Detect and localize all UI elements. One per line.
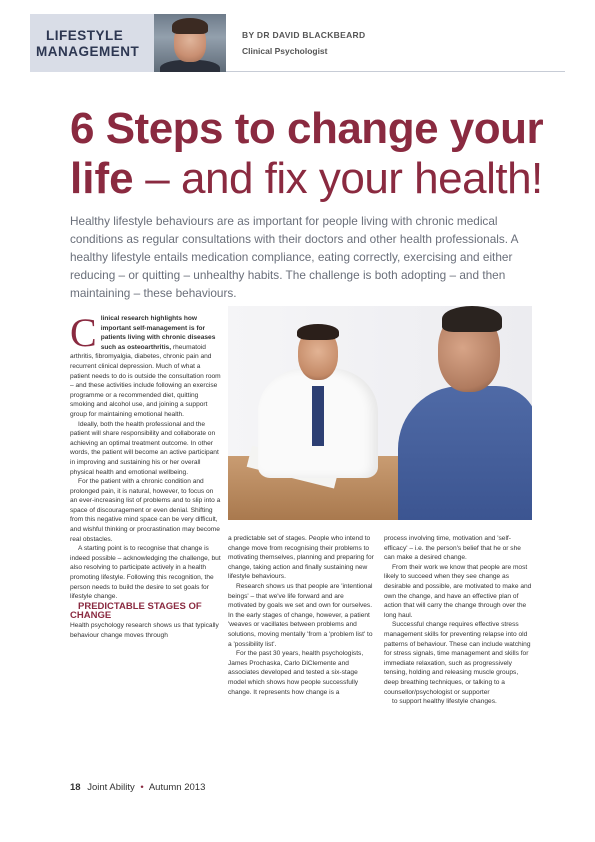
section-label-line1: LIFESTYLE (46, 28, 124, 43)
doctor-patient-photo (228, 306, 532, 520)
lead-text: linical research highlights how important self-management is for patients living with chronic diseases such as osteoarthritis, (100, 315, 216, 351)
header-divider (226, 71, 565, 72)
article-intro: Healthy lifestyle behaviours are as important for people living with chronic medical conditions as regular consultations with their doctors and other health professionals. A healthy lifestyle entails medication compliance, eating correctly, exercising and either reducing – or quitting – unhealthy habits. The challenge is both adopting – and then maintaining – these behaviours. (70, 214, 518, 300)
middle-column (228, 534, 374, 697)
paragraph: From their work we know that people are most likely to succeed when they see change as desirable and possible, are motivated to make and own the change, and have an effective plan of action that will carry the change through over the long haul. (384, 563, 532, 619)
paragraph: Ideally, both the health professional and the patient will share responsibility and collaborate on achieving an optimal treatment outcome. In other words, the patient will become an active participant in improving and sustaining his or her overall physical health and emotional wellbeing. (70, 420, 219, 476)
paragraph-text: rheumatoid arthritis, fibromyalgia, diabetes, chronic pain and recurrent clinical depression. Much of what a patient needs to do is outside the consultation room – and these activities include following an exercise programme or a recommended diet, quitting smoking and alcohol use, and joining a support group for maintaining emotional health. (70, 343, 221, 418)
paragraph: A starting point is to recognise that change is indeed possible – acknowledging the challenge, but also resolving to participate actively in a health promoting lifestyle. Following this recognition, the person needs to build the desire to set goals for lifestyle change. (70, 545, 221, 601)
title-line2-rest: – and fix your health! (133, 154, 543, 203)
paragraph: Research shows us that people are 'intentional beings' – that we've life forward and are motivated by goals we set and own for ourselves. In the early stages of change, however, a patient 'weaves or vacillates between problems and solutions, moving mentally 'from a 'problem list' to a 'possibility list'. (228, 582, 373, 648)
paragraph (70, 310, 222, 420)
paragraph: a predictable set of stages. People who intend to change move from recognising their problems to motivating themselves, planning and preparing for change, taking action and finally sustaining new lifestyle behaviours. (228, 535, 374, 581)
author-title: Clinical Psychologist (242, 46, 328, 56)
article-title (70, 104, 544, 214)
left-column (70, 310, 222, 640)
author-byline: BY DR DAVID BLACKBEARD (242, 30, 366, 40)
publication-name: Joint Ability (87, 782, 135, 793)
page-footer (70, 782, 205, 793)
paragraph: For the patient with a chronic condition and prolonged pain, it is natural, however, to focus on an ever-increasing list of problems and to slip into a space of discouragement or even denial. Shifting from this negative mind space can be very difficult, and wishful thinking or procrastination may become real obstacles. (70, 478, 221, 543)
paragraph: process involving time, motivation and 'self-efficacy' – i.e. the person's belief that he or she can make a desired change. (384, 535, 521, 562)
title-line2-bold: life (70, 154, 134, 203)
paragraph: to support healthy lifestyle changes. (392, 698, 497, 706)
author-photo (154, 14, 226, 72)
page-number: 18 (70, 782, 81, 793)
paragraph: Health psychology research shows us that typically behaviour change moves through (70, 622, 219, 639)
section-label-line2: MANAGEMENT (36, 44, 140, 59)
section-label-box (30, 14, 154, 72)
paragraph: Successful change requires effective stress management skills for preventing relapse into old patterns of behaviour. These can include watching for stress signals, time management and skills for immediate relaxation, such as progressively tensing, holding and releasing muscle groups, deep breathing techniques, or talking to a counsellor/psychologist or supporter (384, 621, 531, 696)
paragraph: For the past 30 years, health psychologists, James Prochaska, Carlo DiClemente and associates developed and tested a six-stage model which shows how people successfully change. It represents how change is a (228, 650, 364, 696)
subheading: PREDICTABLE STAGES OF CHANGE (70, 600, 202, 622)
right-column (384, 534, 532, 707)
title-line2 (70, 154, 543, 214)
title-line1: 6 Steps to change your (70, 104, 544, 153)
footer-bullet: • (140, 782, 144, 793)
issue-label: Autumn 2013 (148, 782, 206, 793)
drop-cap: C (70, 310, 97, 355)
article-header (30, 14, 565, 72)
